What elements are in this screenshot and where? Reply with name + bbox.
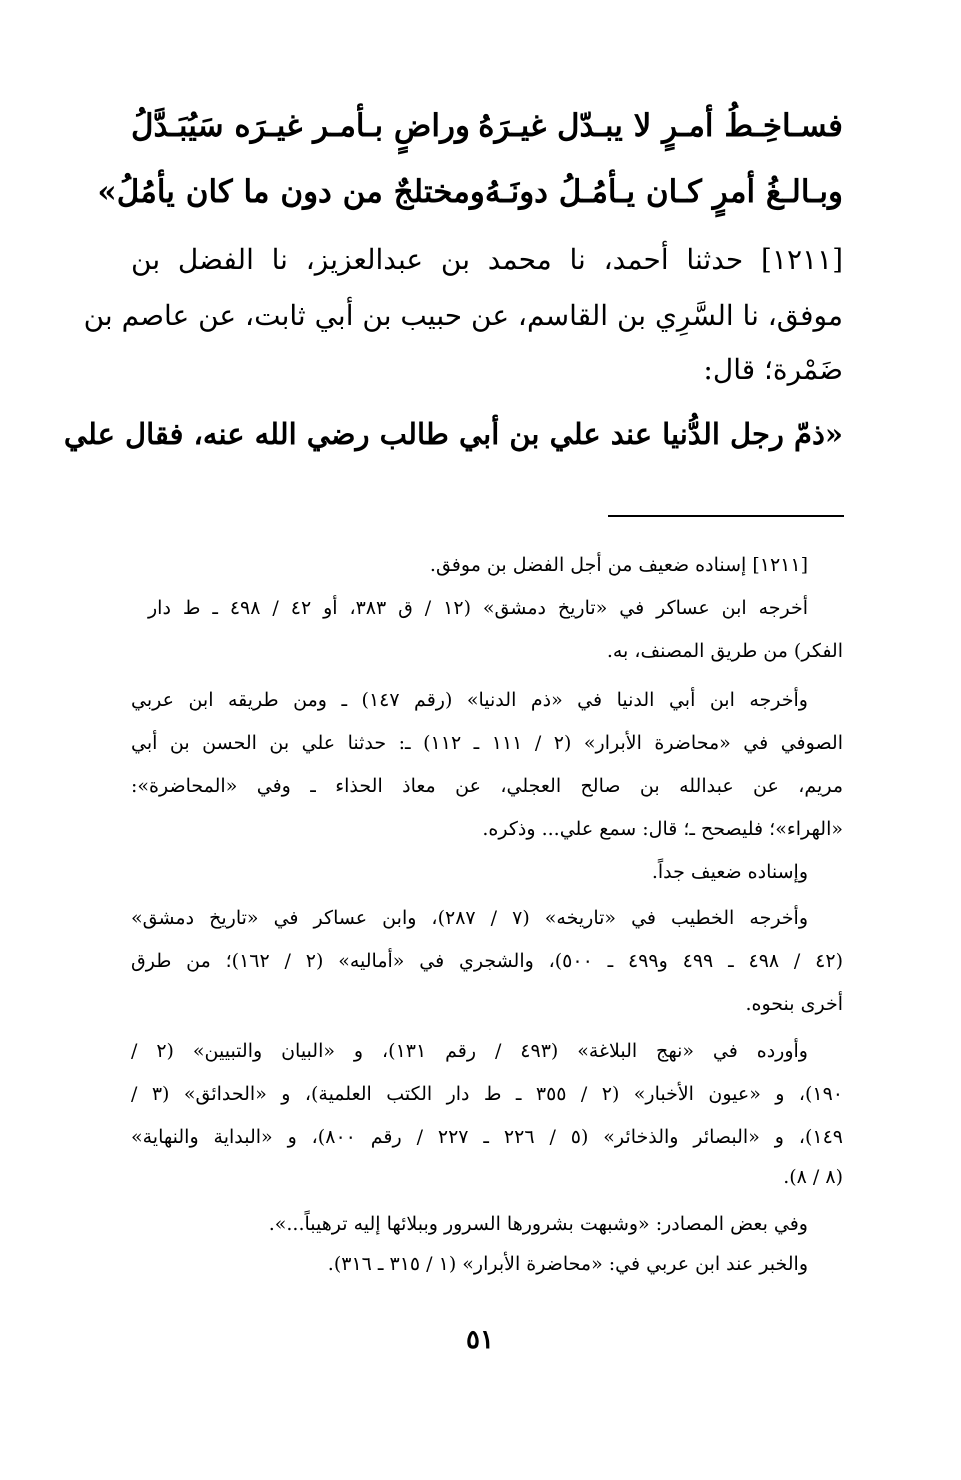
footnote-line: وفي بعض المصادر: «وشبهت بشرورها السرور وببلائها إليه ترهيباً...». [268,1213,808,1235]
footnote-line: ١٩٠)، و «عيون الأخبار» (٢ / ٣٥٥ ـ ط دار الكتب العلمية)، و «الحدائق» (٣ / [131,1083,844,1105]
body-line: موفق، نا السَّرِي بن القاسم، عن حبيب بن أبي ثابت، عن عاصم بن [83,299,843,332]
footnote-line: الفكر) من طريق المصنف، به. [606,640,843,662]
footnote-line: ١٤٩)، و «البصائر والذخائر» (٥ / ٢٢٦ ـ ٢٢٧ / رقم ٨٠٠)، و «البداية والنهاية» [131,1126,843,1148]
footnote-line: والخبر عند ابن عربي في: «محاضرة الأبرار» (١ / ٣١٥ ـ ٣١٦). [327,1253,808,1275]
verse-1-second-hemistich: وراضٍ بـأمـر غيـرَه سَيُبَـدَّلُ [131,108,470,144]
footnote-line: مريم، عن عبدالله بن صالح العجلي، عن معاذ الحذاء ـ وفي «المحاضرة»: [131,775,843,797]
verse-2-second-hemistich: ومختلجٌ من دون ما كان يأمُلُ» [97,174,485,210]
footnote-line: (٨ / ٨). [783,1166,843,1188]
verse-1-first-hemistich: فسـاخِـطُ أمـرٍ لا يبـدّل غيـرَهُ [478,108,843,144]
footnote-separator [608,515,844,517]
footnote-line: وأورده في «نهج البلاغة» (٤٩٣ / رقم ١٣١)، و «البيان والتبيين» (٢ / [131,1040,808,1062]
footnote-line: أخرى بنحوه. [745,993,843,1015]
poem-verse-2 [97,162,843,222]
footnote-line: أخرجه ابن عساكر في «تاريخ دمشق» (١٢ / ق ٣٨٣، أو ٤٢ / ٤٩٨ ـ ط دار [148,597,809,619]
footnote-line: وأخرجه ابن أبي الدنيا في «ذم الدنيا» (رقم ١٤٧) ـ ومن طريقه ابن عربي [131,689,808,711]
footnote-line: «الهراء»؛ فليصحح ـ؛ قال: سمع علي... وذكره. [482,818,843,840]
body-line: [١٢١١] حدثنا أحمد، نا محمد بن عبدالعزيز، نا الفضل بن [131,243,843,276]
footnote-line: وإسناده ضعيف جداً. [651,861,808,883]
footnote-line: [١٢١١] إسناده ضعيف من أجل الفضل بن موفق. [429,554,808,576]
verse-2-first-hemistich: وبـالـغُ أمرٍ كـان يـأمُـلُ دونَـهُ [484,174,843,210]
body-line: ضَمْرة؛ قال: [703,353,843,386]
page-number: ٥١ [466,1325,494,1355]
footnote-line: الصوفي في «محاضرة الأبرار» (٢ / ١١١ ـ ١١٢) ـ: حدثنا علي بن الحسن بن أبي [131,732,843,754]
poem-verse-1 [131,96,843,156]
footnote-line: وأخرجه الخطيب في «تاريخه» (٧ / ٢٨٧)، وابن عساكر في «تاريخ دمشق» [131,907,808,929]
footnote-line: (٤٢ / ٤٩٨ ـ ٤٩٩ و٤٩٩ ـ ٥٠٠)، والشجري في «أماليه» (٢ / ١٦٢)؛ من طرق [131,950,843,972]
body-line: «ذمّ رجل الدُّنيا عند علي بن أبي طالب رضي الله عنه، فقال علي [63,417,843,451]
